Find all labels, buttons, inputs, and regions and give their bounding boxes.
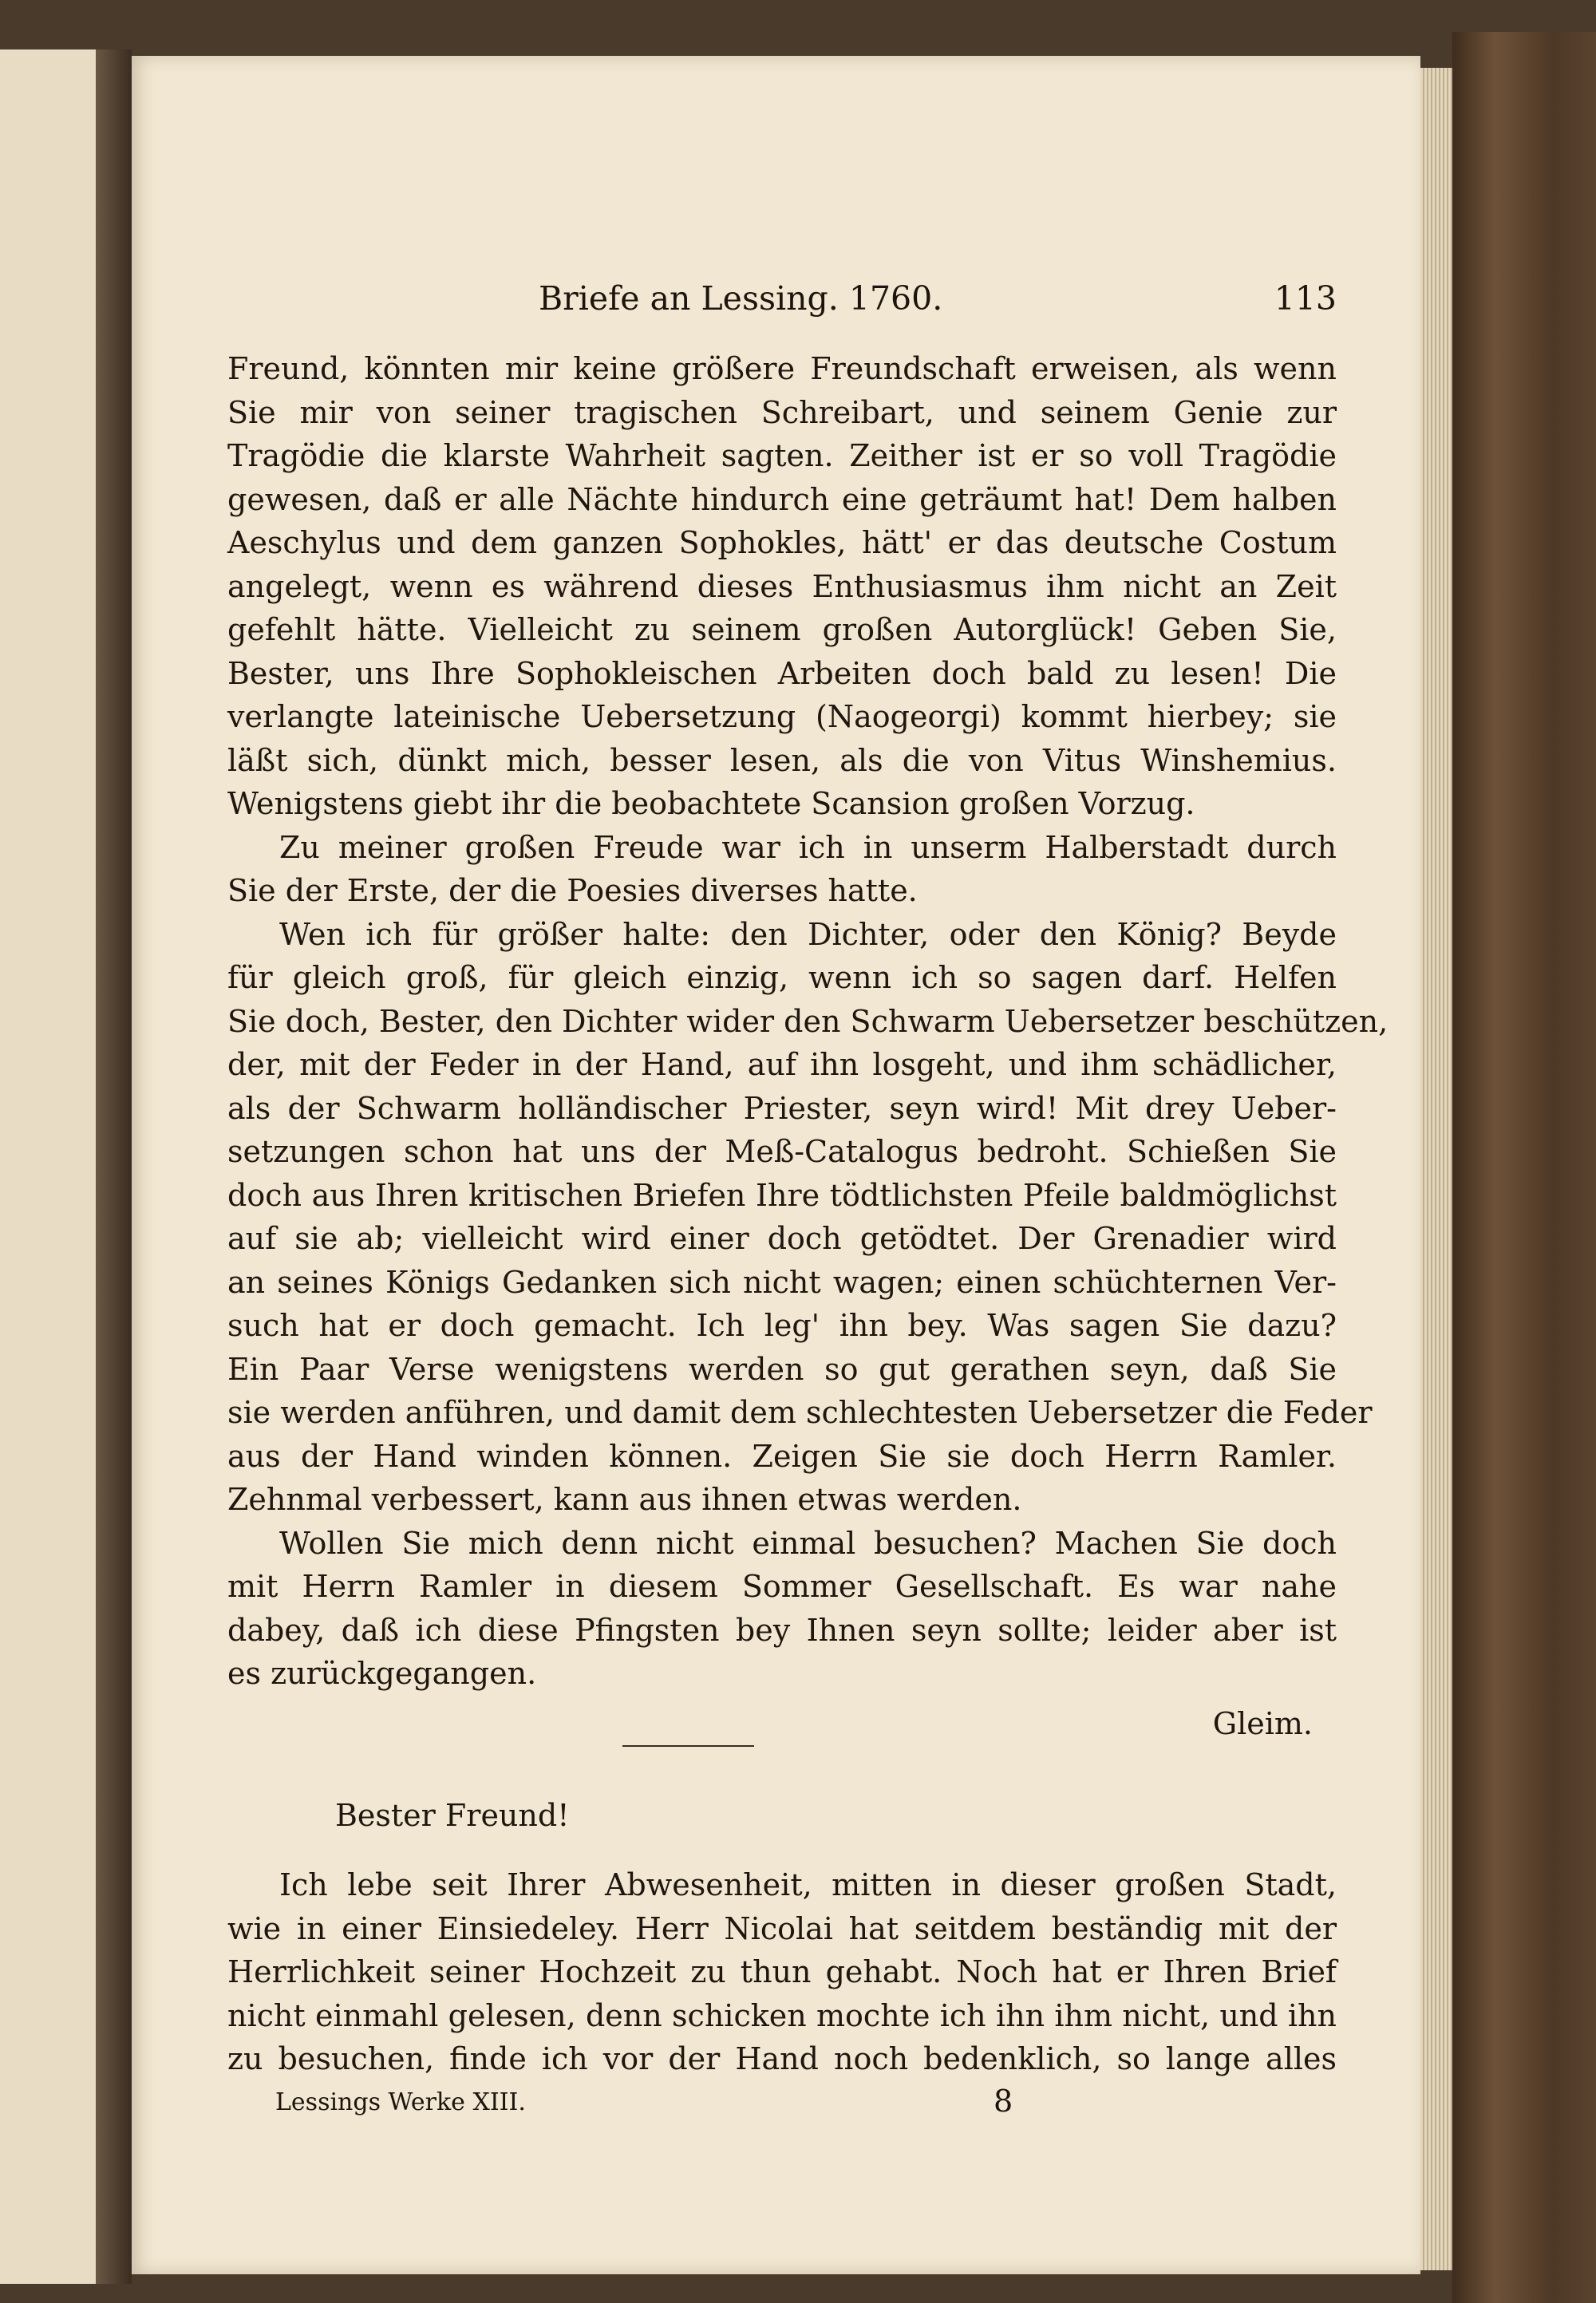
text-line: Wen ich für größer halte: den Dichter, oder den König? Beyde: [279, 916, 1337, 952]
signature-mark: Lessings Werke XIII.: [275, 2088, 526, 2116]
letter-signature: Gleim.: [1212, 1705, 1313, 1741]
text-line: läßt sich, dünkt mich, besser lesen, als die von Vitus Winshemius.: [227, 742, 1337, 778]
page-footer: [132, 2084, 1420, 2128]
text-line: Zehnmal verbessert, kann aus ihnen etwas werden.: [227, 1482, 1022, 1517]
text-line: angelegt, wenn es während dieses Enthusiasmus ihm nicht an Zeit: [227, 568, 1337, 604]
text-line: Wollen Sie mich denn nicht einmal besuchen? Machen Sie doch: [279, 1525, 1337, 1561]
sheet-number: 8: [994, 2084, 1013, 2119]
text-line: Herrlichkeit seiner Hochzeit zu thun gehabt. Noch hat er Ihren Brief: [227, 1954, 1337, 1989]
facing-page-edge: [0, 49, 98, 2284]
text-line: Aeschylus und dem ganzen Sophokles, hätt' er das deutsche Costum: [227, 525, 1337, 560]
text-line: setzungen schon hat uns der Meß-Catalogus bedroht. Schießen Sie: [227, 1134, 1337, 1169]
text-line: Zu meiner großen Freude war ich in unserm Halberstadt durch: [279, 829, 1337, 865]
text-line: Tragödie die klarste Wahrheit sagten. Zeither ist er so voll Tragödie: [227, 438, 1337, 473]
book-cover-edge: [1452, 32, 1596, 2303]
text-line: Sie mir von seiner tragischen Schreibart, und seinem Genie zur: [227, 394, 1337, 430]
text-line: aus der Hand winden können. Zeigen Sie sie doch Herrn Ramler.: [227, 1438, 1337, 1474]
text-line: Ein Paar Verse wenigstens werden so gut gerathen seyn, daß Sie: [227, 1351, 1337, 1387]
text-line: wie in einer Einsiedeley. Herr Nicolai hat seitdem beständig mit der: [227, 1910, 1337, 1946]
text-line: der, mit der Feder in der Hand, auf ihn losgeht, und ihm schädlicher,: [227, 1047, 1337, 1082]
running-title: Briefe an Lessing. 1760.: [539, 279, 943, 318]
text-line: such hat er doch gemacht. Ich leg' ihn bey. Was sagen Sie dazu?: [227, 1308, 1337, 1343]
text-line: nicht einmahl gelesen, denn schicken mochte ich ihn ihm nicht, und ihn: [227, 1997, 1337, 2033]
text-line: sie werden anführen, und damit dem schlechtesten Uebersetzer die Feder: [227, 1395, 1373, 1430]
letter-body-gleim: [227, 347, 1389, 1752]
text-line: für gleich groß, für gleich einzig, wenn ich so sagen darf. Helfen: [227, 960, 1337, 995]
text-line: Freund, könnten mir keine größere Freundschaft erweisen, als wenn: [227, 351, 1337, 386]
text-line: zu besuchen, finde ich vor der Hand noch bedenklich, so lange alles: [227, 2041, 1337, 2076]
page-number: 113: [1274, 279, 1337, 318]
text-line: doch aus Ihren kritischen Briefen Ihre tödtlichsten Pfeile baldmöglichst: [227, 1177, 1337, 1213]
book-page: [132, 56, 1420, 2274]
text-line: an seines Königs Gedanken sich nicht wagen; einen schüchternen Ver-: [227, 1264, 1337, 1300]
page-stack-edges: [1420, 68, 1452, 2270]
salutation: Bester Freund!: [335, 1798, 570, 1833]
text-line: gefehlt hätte. Vielleicht zu seinem großen Autorglück! Geben Sie,: [227, 612, 1337, 647]
text-line: als der Schwarm holländischer Priester, seyn wird! Mit drey Ueber-: [227, 1090, 1337, 1126]
text-line: gewesen, daß er alle Nächte hindurch eine geträumt hat! Dem halben: [227, 481, 1337, 517]
text-line: Sie der Erste, der die Poesies diverses hatte.: [227, 873, 918, 908]
signature-row: [227, 1696, 1337, 1752]
text-line: Ich lebe seit Ihrer Abwesenheit, mitten in dieser großen Stadt,: [279, 1867, 1337, 1902]
text-line: Sie doch, Bester, den Dichter wider den Schwarm Uebersetzer beschützen,: [227, 1003, 1389, 1039]
text-line: verlangte lateinische Uebersetzung (Naogeorgi) kommt hierbey; sie: [227, 699, 1337, 734]
text-line: es zurückgegangen.: [227, 1656, 537, 1691]
running-header: [132, 279, 1420, 335]
text-line: auf sie ab; vielleicht wird einer doch getödtet. Der Grenadier wird: [227, 1221, 1337, 1256]
section-divider: [622, 1745, 754, 1747]
text-line: Bester, uns Ihre Sophokleischen Arbeiten doch bald zu lesen! Die: [227, 655, 1337, 691]
text-line: Wenigstens giebt ihr die beobachtete Scansion großen Vorzug.: [227, 786, 1195, 821]
text-line: dabey, daß ich diese Pfingsten bey Ihnen seyn sollte; leider aber ist: [227, 1612, 1337, 1648]
letter-body-second: [227, 1863, 1337, 2081]
book-gutter: [96, 49, 132, 2284]
text-line: mit Herrn Ramler in diesem Sommer Gesellschaft. Es war nahe: [227, 1569, 1337, 1604]
